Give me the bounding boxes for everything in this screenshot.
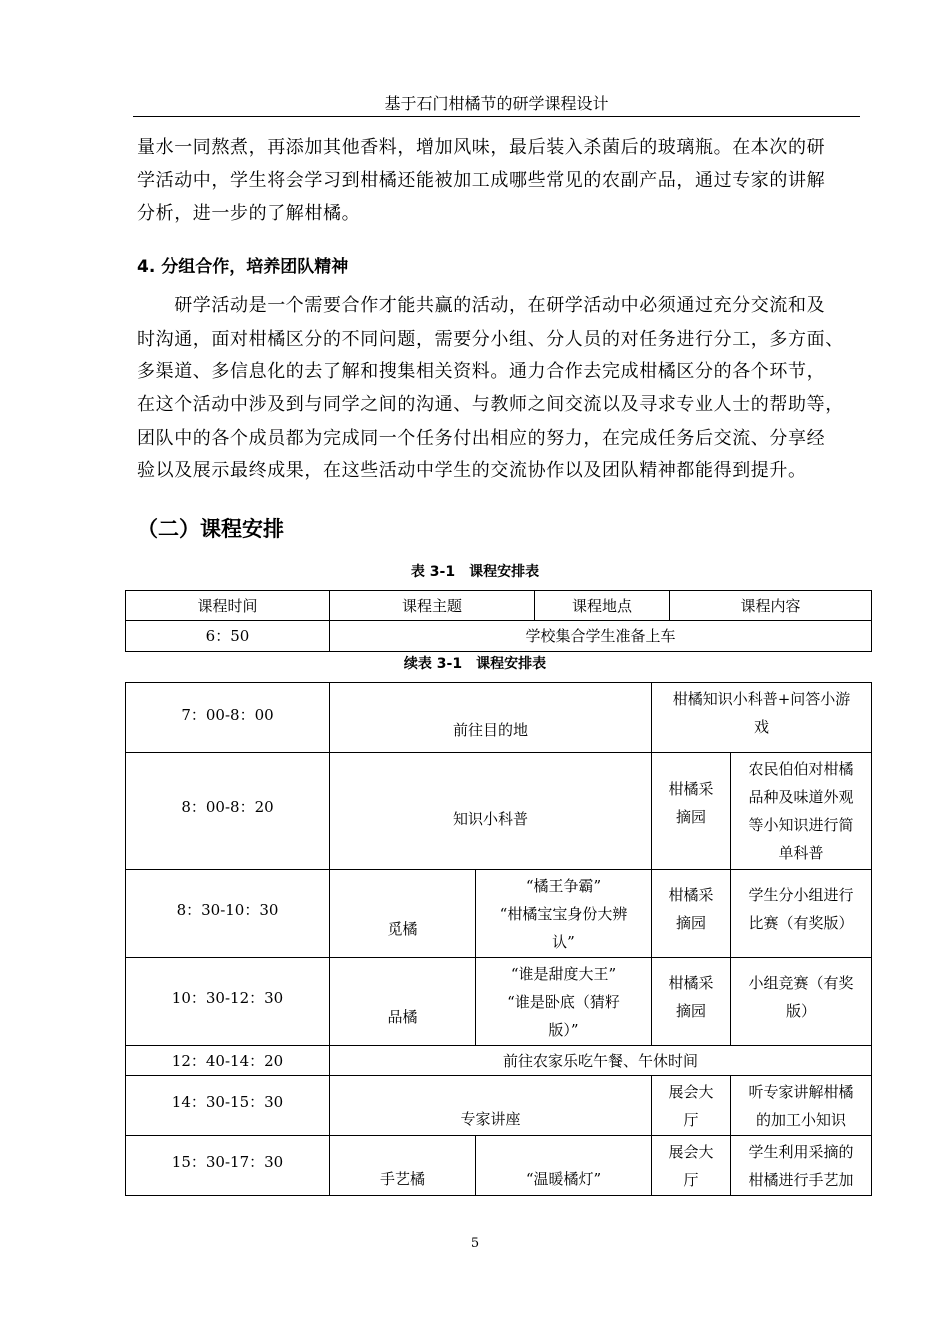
table-caption: 续表 3-1 课程安排表 [403, 656, 547, 672]
place-line: 展会大 [668, 1083, 714, 1101]
place-line: 厅 [683, 1111, 699, 1129]
activity-line: “谁是卧底（猜籽 [507, 993, 620, 1011]
activity-cell [476, 870, 652, 958]
body-line: 在这个活动中涉及到与同学之间的沟通、与教师之间交流以及寻求专业人士的帮助等， [137, 394, 844, 415]
time-cell: 7：00-8：00 [126, 683, 330, 753]
column-header: 课程主题 [330, 591, 535, 621]
place-line: 摘园 [676, 914, 707, 932]
content-line: 柑橘知识小科普+问答小游 [672, 690, 851, 708]
activity-line: 认” [552, 933, 575, 951]
table-row [126, 870, 872, 958]
body-line: 研学活动是一个需要合作才能共赢的活动，在研学活动中必须通过充分交流和及 [137, 295, 826, 316]
content-line: 农民伯伯对柑橘 [748, 760, 854, 778]
running-header: 基于石门柑橘节的研学课程设计 [384, 94, 609, 113]
time-cell: 10：30-12：30 [126, 958, 330, 1046]
content-line: 学生利用采摘的 [748, 1143, 854, 1161]
column-header: 课程地点 [535, 591, 670, 621]
body-line: 多渠道、多信息化的去了解和搜集相关资料。通力合作去完成柑橘区分的各个环节， [137, 361, 826, 382]
content-cell [731, 1136, 872, 1196]
content-line: 版） [786, 1002, 817, 1020]
theme-cell: 前往目的地 [330, 683, 652, 753]
place-line: 摘园 [676, 808, 707, 826]
place-line: 柑橘采 [668, 974, 714, 992]
content-cell: 学校集合学生准备上车 [330, 621, 872, 652]
content-line: 小组竞赛（有奖 [748, 974, 854, 992]
place-line: 柑橘采 [668, 886, 714, 904]
content-line: 品种及味道外观 [748, 788, 854, 806]
body-line: 时沟通，面对柑橘区分的不同问题，需要分小组、分人员的对任务进行分工，多方面、 [137, 329, 844, 350]
time-cell: 12：40-14：20 [126, 1046, 330, 1076]
theme-cell: 觅橘 [330, 870, 476, 958]
table-row [126, 1076, 872, 1136]
time-cell: 15：30-17：30 [126, 1136, 330, 1196]
place-cell [652, 870, 731, 958]
content-line: 听专家讲解柑橘 [748, 1083, 854, 1101]
content-line: 比赛（有奖版） [748, 914, 854, 932]
theme-cell: 品橘 [330, 958, 476, 1046]
schedule-table-continued [125, 682, 872, 1196]
place-line: 摘园 [676, 1002, 707, 1020]
time-cell: 8：00-8：20 [126, 753, 330, 870]
theme-cell: 专家讲座 [330, 1076, 652, 1136]
page-number: 5 [470, 1236, 480, 1251]
table-row [126, 621, 872, 652]
body-line: 验以及展示最终成果，在这些活动中学生的交流协作以及团队精神都能得到提升。 [137, 460, 807, 481]
body-line: 团队中的各个成员都为完成同一个任务付出相应的努力，在完成任务后交流、分享经 [137, 428, 826, 449]
content-line: 的加工小知识 [756, 1111, 847, 1129]
content-cell: 前往农家乐吃午餐、午休时间 [330, 1046, 872, 1076]
schedule-table [125, 590, 872, 652]
content-cell [731, 870, 872, 958]
place-line: 柑橘采 [668, 780, 714, 798]
section-heading: 4. 分组合作，培养团队精神 [137, 257, 349, 277]
activity-line: “谁是甜度大王” [510, 965, 617, 983]
content-cell [731, 958, 872, 1046]
table-row [126, 958, 872, 1046]
time-cell: 8：30-10：30 [126, 870, 330, 958]
body-line: 学活动中，学生将会学习到柑橘还能被加工成哪些常见的农副产品，通过专家的讲解 [137, 170, 826, 191]
section-title: （二）课程安排 [137, 517, 284, 541]
activity-line: “柑橘宝宝身份大辨 [499, 905, 628, 923]
table-caption: 表 3-1 课程安排表 [410, 564, 540, 580]
column-header: 课程时间 [126, 591, 330, 621]
table-header-row [126, 591, 872, 621]
content-cell [731, 753, 872, 870]
content-cell [731, 1076, 872, 1136]
time-cell: 14：30-15：30 [126, 1076, 330, 1136]
content-line: 学生分小组进行 [748, 886, 854, 904]
activity-line: 版）” [548, 1021, 579, 1039]
theme-cell: 知识小科普 [330, 753, 652, 870]
place-cell [652, 958, 731, 1046]
header-rule [133, 116, 860, 117]
content-line: 柑橘进行手艺加 [748, 1171, 854, 1189]
table-row [126, 1136, 872, 1196]
column-header: 课程内容 [670, 591, 872, 621]
content-cell [652, 683, 872, 753]
content-line: 等小知识进行简 [748, 816, 854, 834]
time-cell: 6：50 [126, 621, 330, 652]
table-row [126, 683, 872, 753]
body-line: 分析，进一步的了解柑橘。 [137, 203, 361, 224]
place-line: 展会大 [668, 1143, 714, 1161]
content-line: 单科普 [778, 844, 824, 862]
table-row [126, 753, 872, 870]
place-cell [652, 753, 731, 870]
place-line: 厅 [683, 1171, 699, 1189]
activity-cell: “温暖橘灯” [476, 1136, 652, 1196]
place-cell [652, 1136, 731, 1196]
activity-cell [476, 958, 652, 1046]
content-line: 戏 [754, 718, 770, 736]
table-row [126, 1046, 872, 1076]
place-cell [652, 1076, 731, 1136]
theme-cell: 手艺橘 [330, 1136, 476, 1196]
activity-line: “橘王争霸” [525, 877, 602, 895]
body-line: 量水一同熬煮，再添加其他香料，增加风味，最后装入杀菌后的玻璃瓶。在本次的研 [137, 137, 826, 158]
